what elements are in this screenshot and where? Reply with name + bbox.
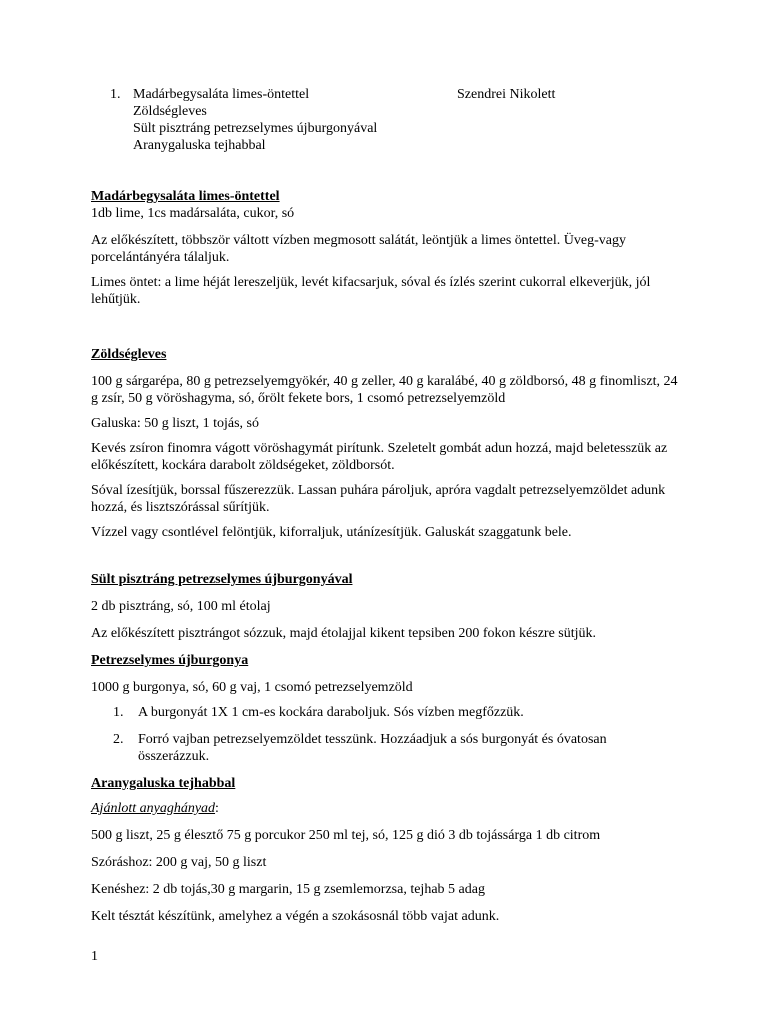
salad-paragraph-2: Limes öntet: a lime héját lereszeljük, levét kifacsarjuk, sóval és ízlés szerint cukorral elkeverjük, jól lehűtjük. (91, 275, 651, 307)
dessert-ingredients: 500 g liszt, 25 g élesztő 75 g porcukor 250 ml tej, só, 125 g dió 3 db tojássárga 1 db citrom (91, 828, 601, 843)
soup-dumpling: Galuska: 50 g liszt, 1 tojás, só (91, 416, 259, 431)
potato-section (91, 652, 681, 765)
trout-paragraph-1: Az előkészített pisztrángot sózzuk, majd étolajjal kikent tepsiben 200 fokon készre sütjük. (91, 626, 597, 641)
salad-paragraph-1: Az előkészített, többször váltott vízben megmosott salátát, leöntjük a limes öntettel. Üveg-vagy porcelántányéra tálaljuk. (91, 233, 626, 265)
recipes (91, 188, 681, 925)
dessert-sprinkle: Szóráshoz: 200 g vaj, 50 g liszt (91, 855, 267, 870)
salad-section (91, 188, 681, 308)
dessert-title: Aranygaluska tejhabbal (91, 776, 236, 791)
soup-title: Zöldségleves (91, 347, 167, 362)
dessert-subtitle: Ajánlott anyaghányad (91, 801, 216, 816)
menu-item-soup: Zöldségleves (133, 104, 207, 119)
menu-first-row (110, 86, 670, 103)
author-name: Szendrei Nikolett (457, 87, 556, 102)
potato-ingredients: 1000 g burgonya, só, 60 g vaj, 1 csomó petrezselyemzöld (91, 680, 413, 695)
menu-list (110, 86, 670, 154)
soup-paragraph-2: Sóval ízesítjük, borssal fűszerezzük. Lassan puhára pároljuk, apróra vagdalt petrezselyemzöldet adunk hozzá, és lisztszórással sűrítjük. (91, 483, 666, 515)
step-text: A burgonyát 1X 1 cm-es kockára daraboljuk. Sós vízben megfőzzük. (138, 705, 524, 720)
list-item (91, 704, 681, 721)
potato-steps (91, 704, 681, 765)
step-number: 1. (113, 705, 124, 720)
dessert-coating: Kenéshez: 2 db tojás,30 g margarin, 15 g zsemlemorzsa, tejhab 5 adag (91, 882, 485, 897)
step-number: 2. (113, 732, 124, 747)
soup-paragraph-1: Kevés zsíron finomra vágott vöröshagymát pirítunk. Szeletelt gombát adun hozzá, majd beletesszük az előkészített, kockára darabolt zöldségeket, zöldborsót. (91, 441, 668, 473)
trout-section (91, 571, 681, 642)
trout-ingredients: 2 db pisztráng, só, 100 ml étolaj (91, 599, 271, 614)
menu-item-trout: Sült pisztráng petrezselymes újburgonyával (133, 121, 378, 136)
dessert-subtitle-colon: : (215, 801, 219, 816)
salad-ingredients: 1db lime, 1cs madársaláta, cukor, só (91, 206, 295, 221)
salad-title: Madárbegysaláta limes-öntettel (91, 189, 280, 204)
soup-ingredients: 100 g sárgarépa, 80 g petrezselyemgyökér, 40 g zeller, 40 g karalábé, 40 g zöldborsó, 48 g finomliszt, 24 g zsír, 50 g vöröshagyma, só, őrölt fekete bors, 1 csomó petrezselyemzöld (91, 374, 678, 406)
menu-item-dessert: Aranygaluska tejhabbal (133, 138, 266, 153)
menu-number: 1. (110, 87, 121, 102)
list-item (91, 731, 681, 765)
menu-item-salad: Madárbegysaláta limes-öntettel (133, 87, 310, 102)
dessert-section (91, 775, 681, 925)
page-number: 1 (91, 949, 98, 964)
soup-section (91, 346, 681, 541)
step-text: Forró vajban petrezselyemzöldet tesszünk. Hozzáadjuk a sós burgonyát és óvatosan összerázzuk. (138, 732, 607, 764)
trout-title: Sült pisztráng petrezselymes újburgonyával (91, 572, 353, 587)
potato-title: Petrezselymes újburgonya (91, 653, 249, 668)
soup-paragraph-3: Vízzel vagy csontlével felöntjük, kiforraljuk, utánízesítjük. Galuskát szaggatunk bele. (91, 525, 572, 540)
dessert-paragraph-1: Kelt tésztát készítünk, amelyhez a végén a szokásosnál több vajat adunk. (91, 909, 500, 924)
dessert-subtitle-line (91, 800, 681, 817)
